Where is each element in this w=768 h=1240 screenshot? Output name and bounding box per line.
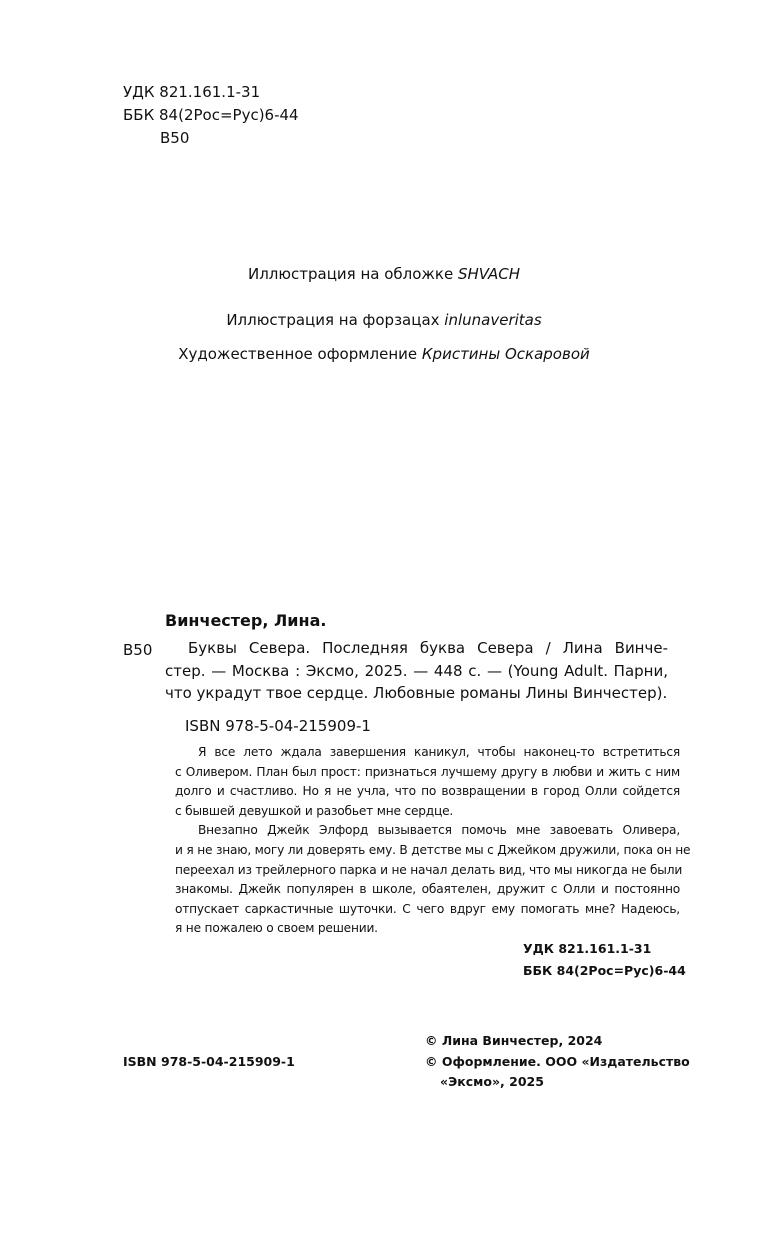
copyright-publisher: «Эксмо», 2025 xyxy=(440,1074,544,1089)
bbk-code: ББК 84(2Рос=Рус)6-44 xyxy=(123,106,299,124)
record-line: что украдут твое сердце. Любовные романы Лины Винчестер). xyxy=(165,684,668,702)
credit-name: inlunaveritas xyxy=(444,311,542,329)
credit-name: Кристины Оскаровой xyxy=(421,345,590,363)
record-code: В50 xyxy=(123,641,153,659)
annotation-line: отпускает саркастичные шуточки. С чего вдруг ему помогать мне? Надеюсь, xyxy=(175,901,680,916)
record-description xyxy=(165,637,668,705)
annotation-line: переехал из трейлерного парка и не начал делать вид, что мы никогда не были xyxy=(175,862,683,877)
record-line: стер. — Москва : Эксмо, 2025. — 448 с. — (Young Adult. Парни, xyxy=(165,661,668,680)
annotation-line: знакомы. Джейк популярен в школе, обаятелен, дружит с Олли и постоянно xyxy=(175,882,680,897)
credit-design xyxy=(0,345,768,363)
copyright-design: © Оформление. ООО «Издательство xyxy=(425,1054,690,1069)
record-line: Буквы Севера. Последняя буква Севера / Лина Винче- xyxy=(188,639,668,657)
annotation-line: и я не знаю, могу ли доверять ему. В детстве мы с Джейком дружили, пока он не xyxy=(175,842,691,857)
credit-label: Художественное оформление xyxy=(178,345,422,363)
footer-bbk: ББК 84(2Рос=Рус)6-44 xyxy=(523,963,686,978)
annotation xyxy=(175,743,691,939)
annotation-line: Я все лето ждала завершения каникул, чтобы наконец-то встретиться xyxy=(198,745,680,759)
author-mark: В50 xyxy=(160,129,190,147)
credit-label: Иллюстрация на обложке xyxy=(247,265,458,283)
credit-cover xyxy=(0,265,768,283)
credit-name: SHVACH xyxy=(457,265,521,283)
credit-label: Иллюстрация на форзацах xyxy=(226,311,445,329)
footer-isbn: ISBN 978-5-04-215909-1 xyxy=(123,1054,295,1069)
annotation-line: долго и счастливо. Но я не учла, что по возвращении в город Олли сойдется xyxy=(175,784,680,799)
record-isbn: ISBN 978-5-04-215909-1 xyxy=(185,717,371,735)
record-author: Винчестер, Лина. xyxy=(165,611,327,630)
credit-endpapers xyxy=(0,311,768,329)
annotation-line: я не пожалею о своем решении. xyxy=(175,921,378,936)
footer-udk: УДК 821.161.1-31 xyxy=(523,941,652,956)
copyright-author: © Лина Винчестер, 2024 xyxy=(425,1033,603,1048)
annotation-line: Внезапно Джейк Элфорд вызывается помочь мне завоевать Оливера, xyxy=(198,823,680,838)
annotation-line: с бывшей девушкой и разобьет мне сердце. xyxy=(175,803,454,818)
annotation-line: с Оливером. План был прост: признаться лучшему другу в любви и жить с ним xyxy=(175,764,680,779)
udk-code: УДК 821.161.1-31 xyxy=(123,83,261,101)
